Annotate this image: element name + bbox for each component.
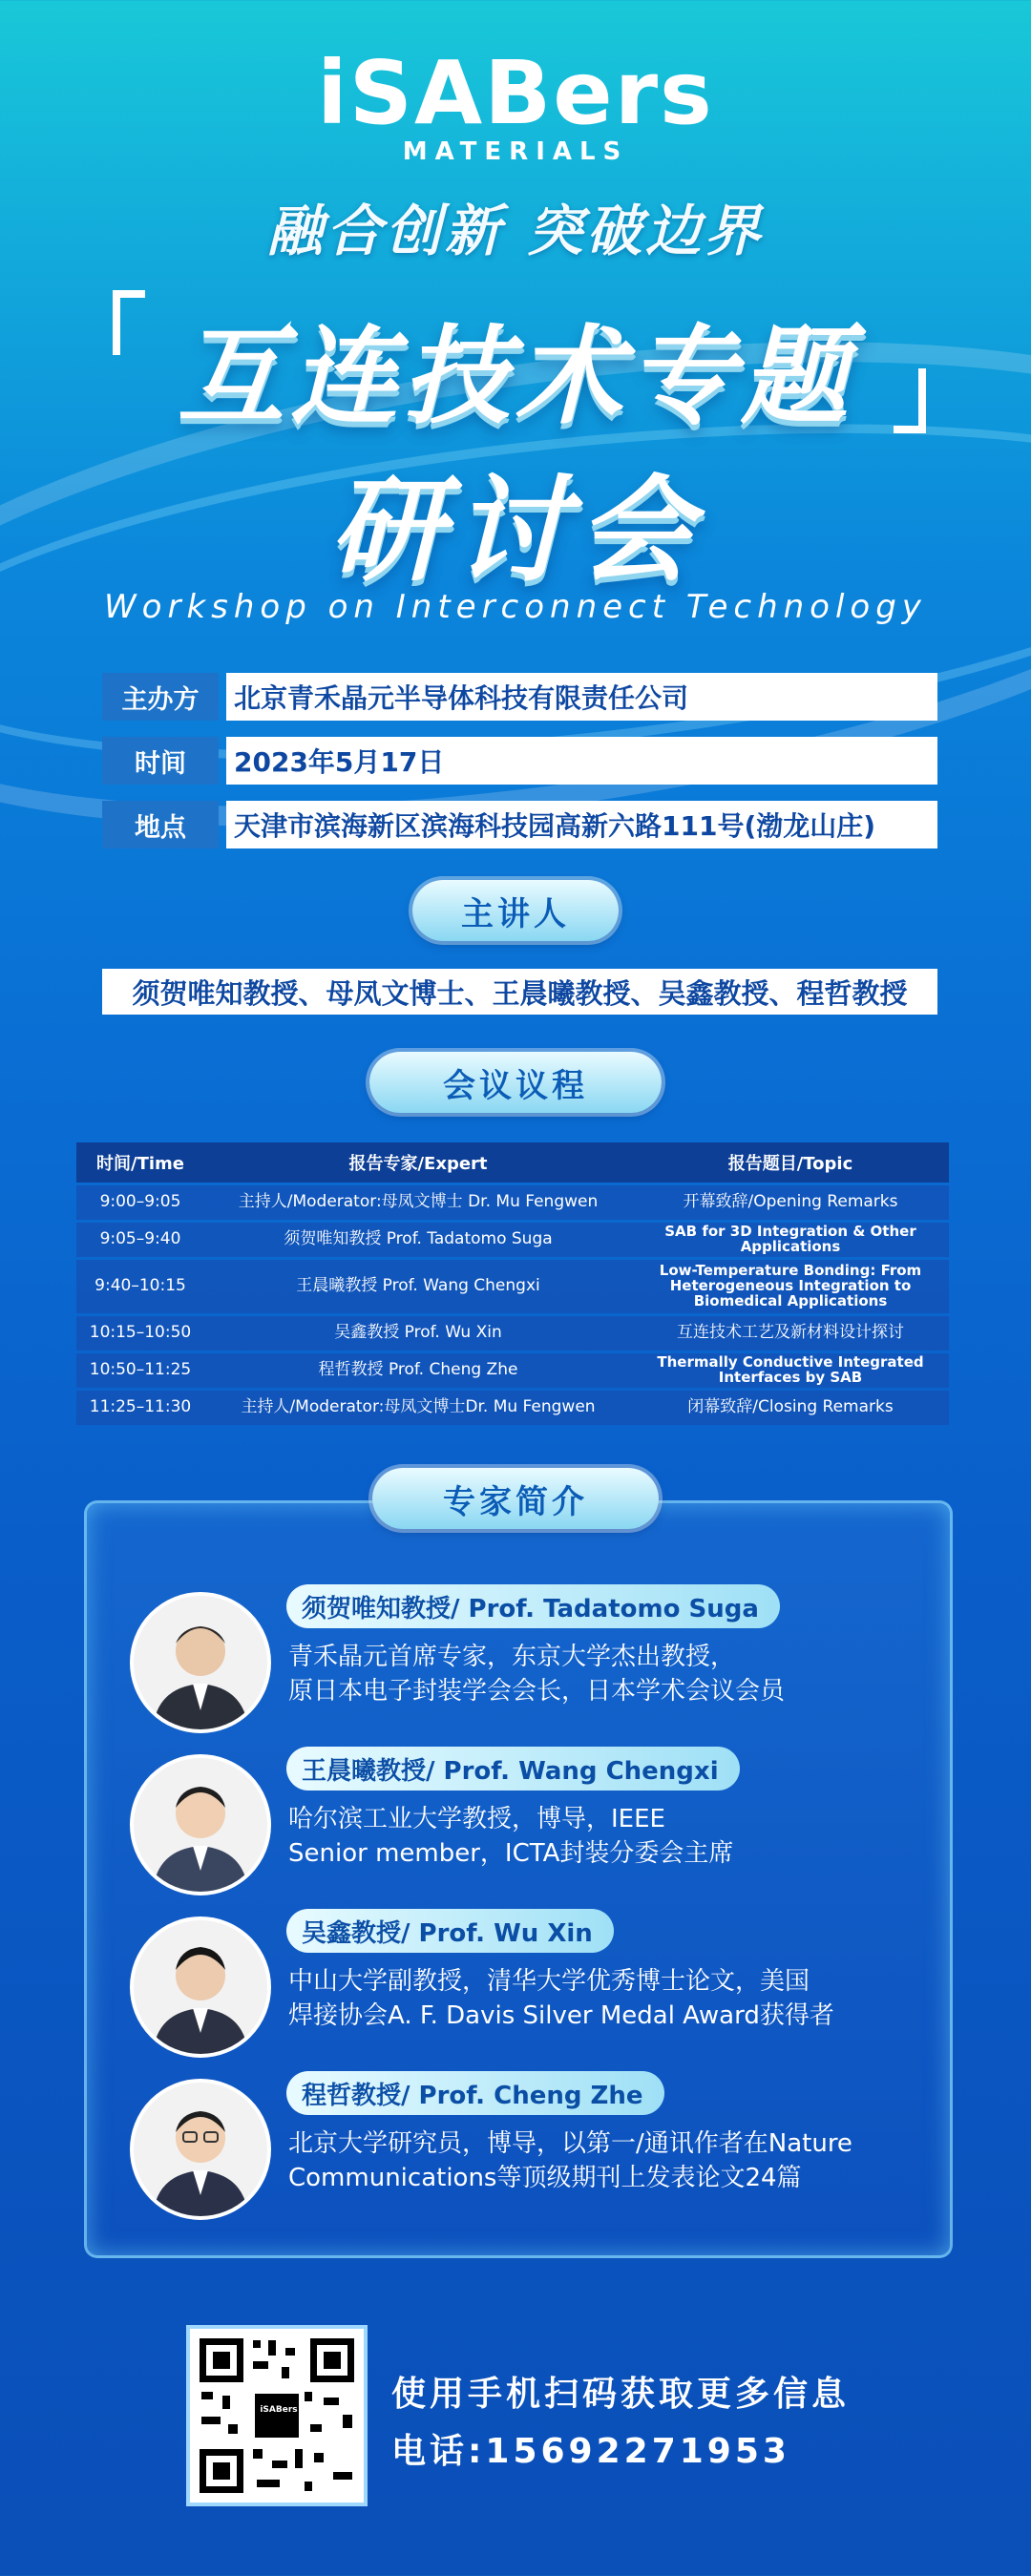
column-header-topic: 报告题目/Topic xyxy=(632,1142,949,1183)
qr-code[interactable] xyxy=(186,2325,368,2506)
info-value: 天津市滨海新区滨海科技园高新六路111号(渤龙山庄) xyxy=(226,801,937,848)
cell-expert: 主持人/Moderator:母凤文博士 Dr. Mu Fengwen xyxy=(204,1185,632,1220)
agenda-table xyxy=(76,1140,949,1428)
experts-heading: 专家简介 xyxy=(372,1468,659,1529)
cell-expert: 须贺唯知教授 Prof. Tadatomo Suga xyxy=(204,1223,632,1257)
slogan: 融合创新 突破边界 xyxy=(266,199,765,263)
cell-topic: Thermally Conductive Integrated Interfaces by SAB xyxy=(632,1353,949,1388)
table-row xyxy=(76,1223,949,1257)
page-title-line2: 研讨会 xyxy=(329,465,702,597)
expert-description-line: 哈尔滨工业大学教授，博导，IEEE xyxy=(288,1805,665,1833)
page-title: 互连技术专题 xyxy=(178,315,853,439)
cell-time: 9:00–9:05 xyxy=(76,1185,204,1220)
expert-description-line: 中山大学副教授，清华大学优秀博士论文，美国 xyxy=(288,1967,810,1996)
cell-topic: 互连技术工艺及新材料设计探讨 xyxy=(632,1316,949,1351)
table-row xyxy=(76,1185,949,1220)
cell-topic: Low-Temperature Bonding: From Heterogeneous Integration to Biomedical Applications xyxy=(632,1260,949,1313)
cell-expert: 王晨曦教授 Prof. Wang Chengxi xyxy=(204,1260,632,1313)
avatar xyxy=(130,2079,271,2220)
cell-expert: 程哲教授 Prof. Cheng Zhe xyxy=(204,1353,632,1388)
expert-description-line: Senior member，ICTA封装分委会主席 xyxy=(288,1839,734,1868)
speakers-heading: 主讲人 xyxy=(412,880,619,941)
table-row xyxy=(76,1391,949,1425)
brand-logo-subtitle: MATERIALS xyxy=(402,137,629,166)
table-header-row xyxy=(76,1142,949,1183)
expert-name: 须贺唯知教授/ Prof. Tadatomo Suga xyxy=(286,1584,780,1628)
cell-time: 9:40–10:15 xyxy=(76,1260,204,1313)
cell-expert: 主持人/Moderator:母凤文博士Dr. Mu Fengwen xyxy=(204,1391,632,1425)
agenda-heading: 会议议程 xyxy=(369,1052,662,1113)
expert-description-line: 北京大学研究员，博导，以第一/通讯作者在Nature xyxy=(288,2129,852,2158)
expert-description xyxy=(288,2126,937,2195)
qr-center-logo: iSABers xyxy=(260,2405,298,2415)
cell-time: 10:15–10:50 xyxy=(76,1316,204,1351)
speakers-list: 须贺唯知教授、母凤文博士、王晨曦教授、吴鑫教授、程哲教授 xyxy=(102,969,937,1015)
expert-description-line: Communications等顶级期刊上发表论文24篇 xyxy=(288,2164,802,2192)
expert-description xyxy=(288,1802,937,1871)
cell-time: 11:25–11:30 xyxy=(76,1391,204,1425)
cell-topic: 开幕致辞/Opening Remarks xyxy=(632,1185,949,1220)
column-header-time: 时间/Time xyxy=(76,1142,204,1183)
column-header-expert: 报告专家/Expert xyxy=(204,1142,632,1183)
cell-topic: 闭幕致辞/Closing Remarks xyxy=(632,1391,949,1425)
expert-name: 王晨曦教授/ Prof. Wang Chengxi xyxy=(286,1747,740,1791)
info-label: 时间 xyxy=(102,737,219,785)
cell-time: 9:05–9:40 xyxy=(76,1223,204,1257)
table-row xyxy=(76,1316,949,1351)
expert-card xyxy=(0,1754,1031,1907)
phone-number[interactable]: 电话:15692271953 xyxy=(391,2432,790,2471)
info-label: 主办方 xyxy=(102,673,219,721)
expert-card xyxy=(0,1916,1031,2069)
expert-description xyxy=(288,1640,937,1708)
cell-topic: SAB for 3D Integration & Other Applications xyxy=(632,1223,949,1257)
avatar xyxy=(130,1754,271,1895)
info-value: 北京青禾晶元半导体科技有限责任公司 xyxy=(226,673,937,721)
info-row-time xyxy=(102,737,937,785)
table-row xyxy=(76,1260,949,1313)
expert-description-line: 原日本电子封装学会会长，日本学术会议会员 xyxy=(288,1677,786,1706)
table-row xyxy=(76,1353,949,1388)
info-label: 地点 xyxy=(102,801,219,848)
cell-expert: 吴鑫教授 Prof. Wu Xin xyxy=(204,1316,632,1351)
avatar xyxy=(130,1916,271,2058)
info-row-organizer xyxy=(102,673,937,721)
cell-time: 10:50–11:25 xyxy=(76,1353,204,1388)
expert-card xyxy=(0,1592,1031,1745)
avatar xyxy=(130,1592,271,1733)
expert-description-line: 青禾晶元首席专家，东京大学杰出教授， xyxy=(288,1643,736,1671)
scan-instruction: 使用手机扫码获取更多信息 xyxy=(391,2375,851,2414)
brand-logo: iSABers xyxy=(317,42,714,144)
expert-name: 程哲教授/ Prof. Cheng Zhe xyxy=(286,2071,664,2115)
expert-description-line: 焊接协会A. F. Davis Silver Medal Award获得者 xyxy=(288,2001,834,2030)
expert-card xyxy=(0,2079,1031,2231)
info-value: 2023年5月17日 xyxy=(226,737,937,785)
english-subtitle: Workshop on Interconnect Technology xyxy=(104,588,927,626)
expert-description xyxy=(288,1964,937,2033)
expert-name: 吴鑫教授/ Prof. Wu Xin xyxy=(286,1909,614,1953)
info-row-location xyxy=(102,801,937,848)
